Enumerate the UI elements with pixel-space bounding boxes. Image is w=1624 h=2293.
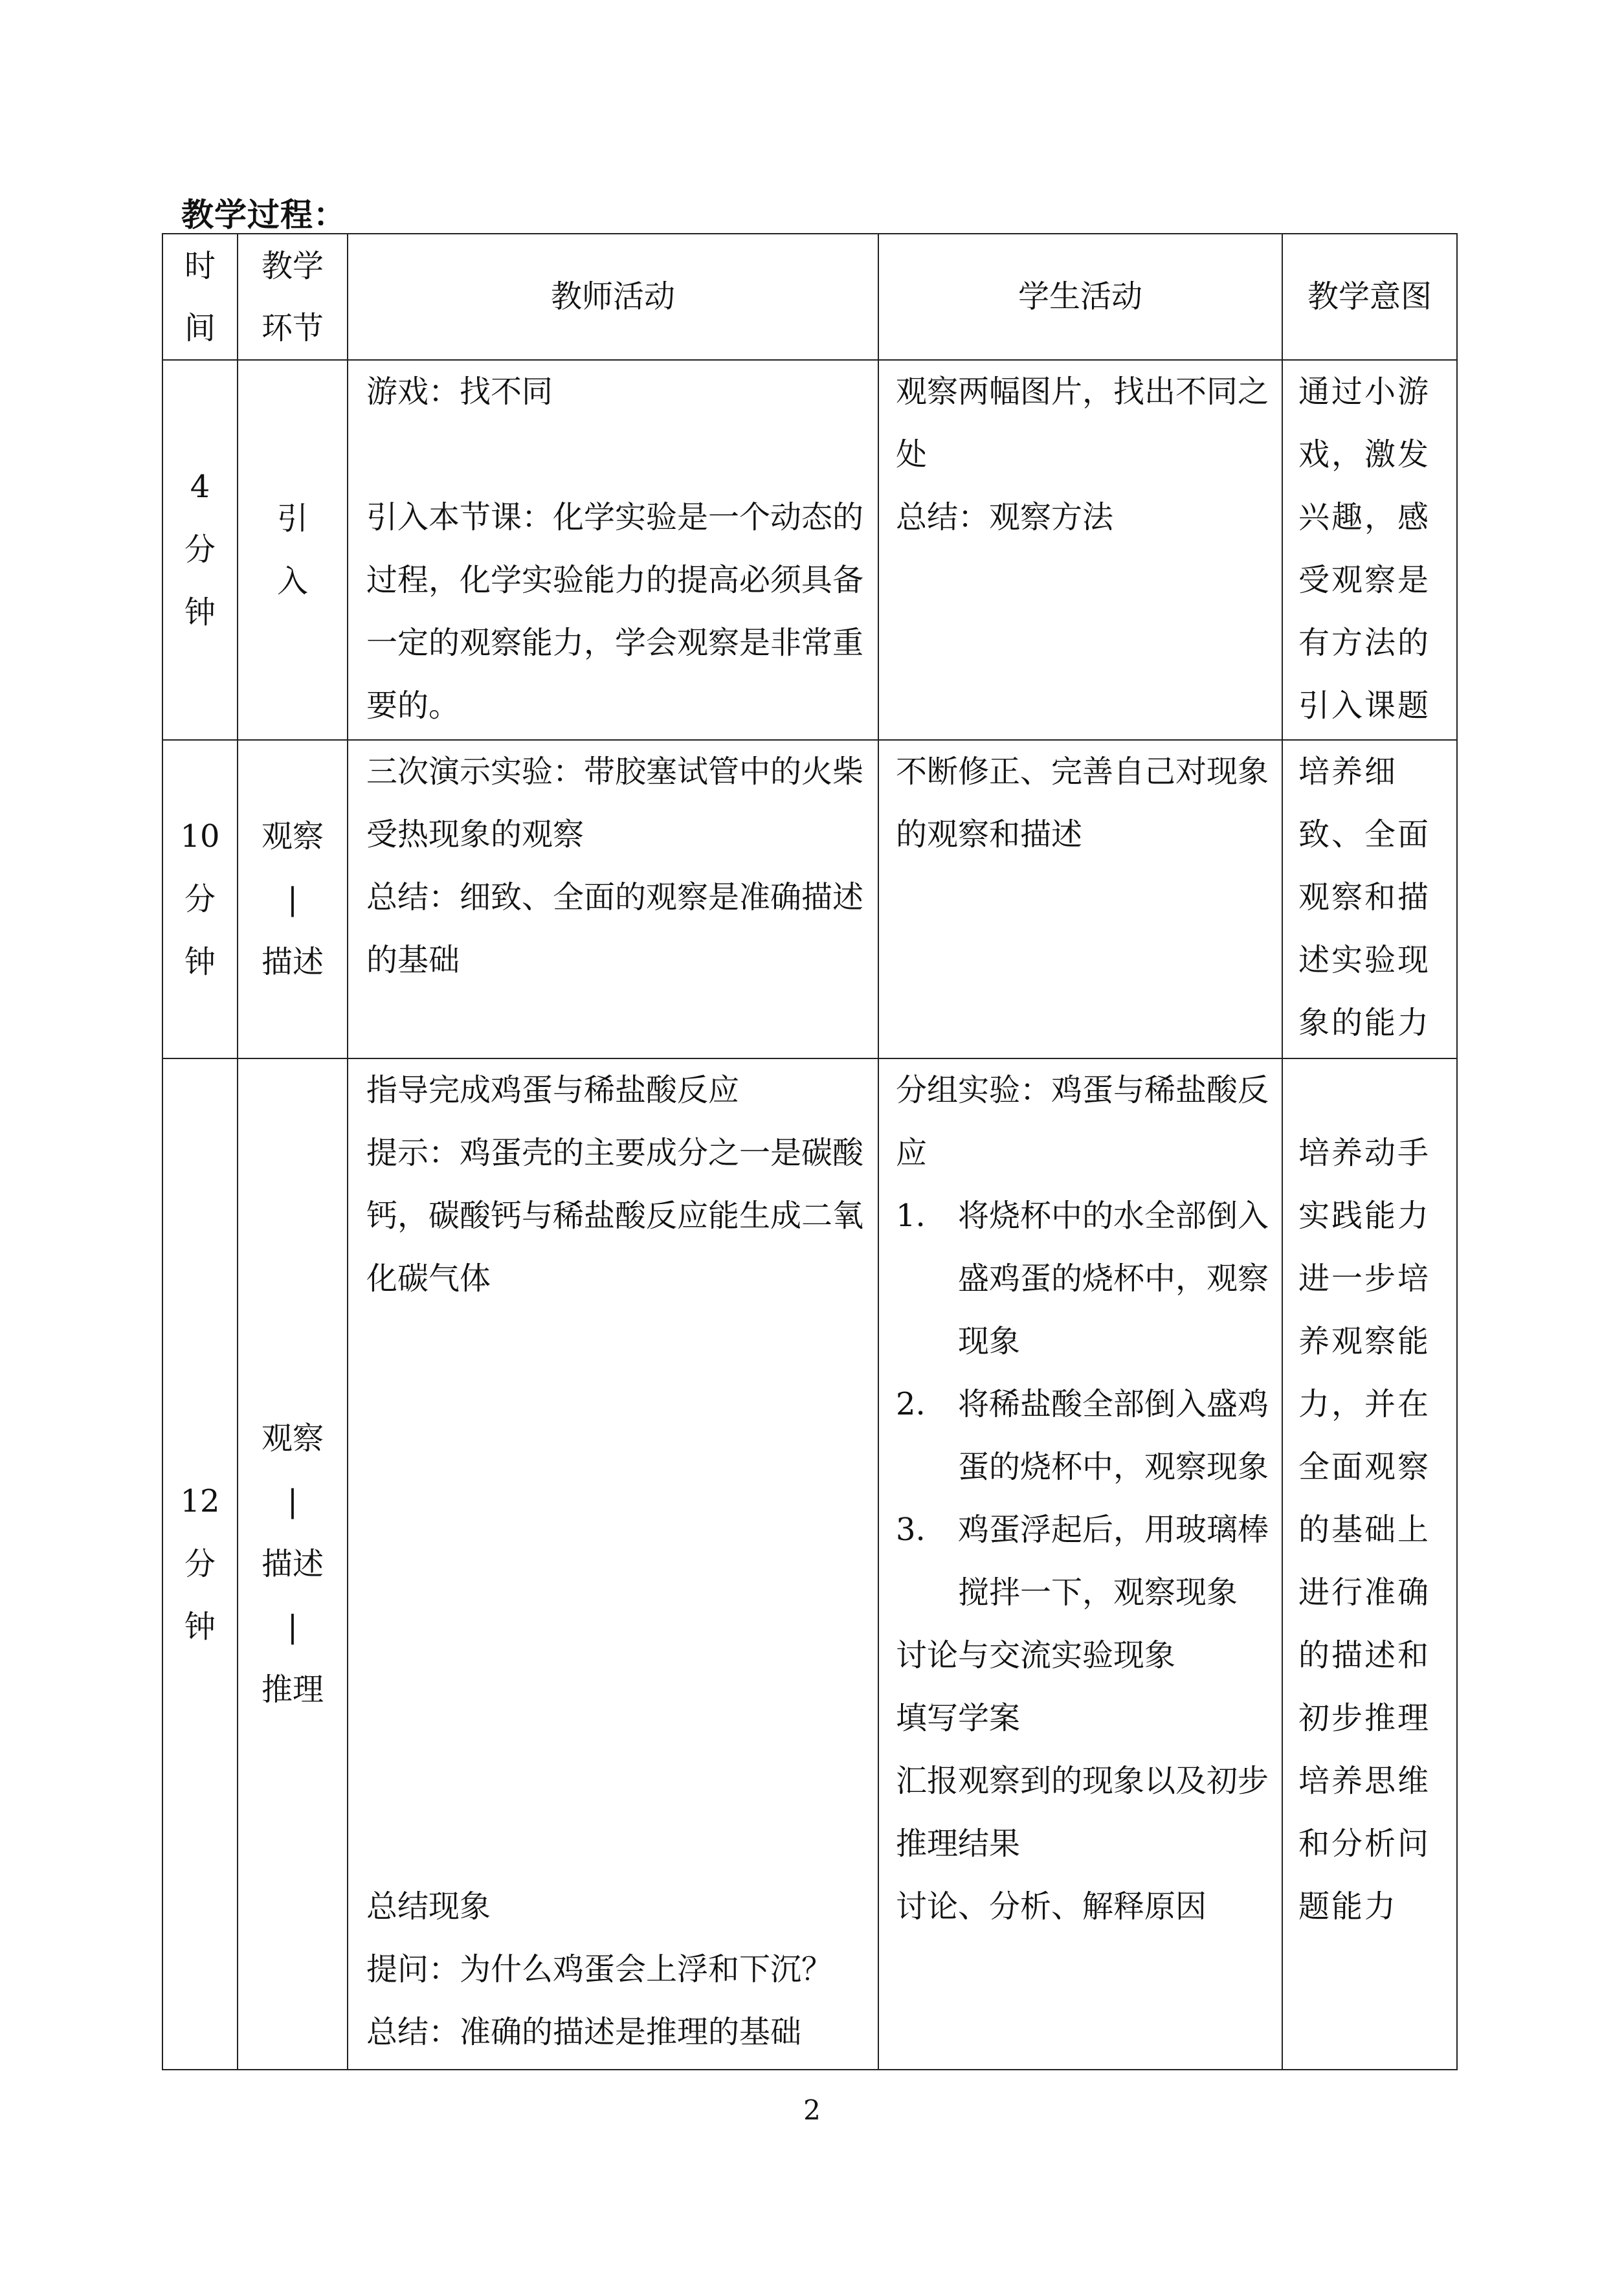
header-teacher-activity: 教师活动 bbox=[348, 234, 878, 360]
table-row bbox=[162, 740, 1457, 1058]
student-activity-cell: 分组实验：鸡蛋与稀盐酸反应 1. 将烧杯中的水全部倒入盛鸡蛋的烧杯中，观察现象 2. 将稀盐酸全部倒入盛鸡蛋的烧杯中，观察现象 3. 鸡蛋浮起后，用玻璃棒搅拌一下，观察现象 讨论与交流实验现象 填写学案 汇报观察到的现象以及初步推理结果 讨论、分析、解释原因 bbox=[878, 1058, 1282, 2070]
header-time: 时 间 bbox=[162, 234, 238, 360]
list-item: 2. 将稀盐酸全部倒入盛鸡蛋的烧杯中，观察现象 bbox=[896, 1386, 1269, 1485]
header-teaching-purpose: 教学意图 bbox=[1282, 234, 1457, 360]
stage-cell: 观察 | 描述 bbox=[238, 740, 348, 1058]
stage-cell: 观察 | 描述 | 推理 bbox=[238, 1058, 348, 2070]
time-cell: 4 分 钟 bbox=[162, 360, 238, 740]
lesson-plan-table bbox=[162, 233, 1458, 2070]
page-number: 2 bbox=[803, 2094, 821, 2126]
section-heading: 教学过程： bbox=[181, 196, 346, 234]
student-activity-cell: 不断修正、完善自己对现象的观察和描述 bbox=[878, 740, 1282, 1058]
teacher-activity-cell: 指导完成鸡蛋与稀盐酸反应 提示：鸡蛋壳的主要成分之一是碳酸钙，碳酸钙与稀盐酸反应能生成二氧化碳气体 总结现象 提问：为什么鸡蛋会上浮和下沉？ 总结：准确的描述是推理的基础 bbox=[348, 1058, 878, 2070]
table-row bbox=[162, 1058, 1457, 2070]
header-student-activity: 学生活动 bbox=[878, 234, 1282, 360]
teaching-purpose-cell: 培养动手实践能力 进一步培养观察能力，并在全面观察的基础上进行准确的描述和初步推理 培养思维和分析问题能力 bbox=[1282, 1058, 1457, 2070]
teacher-activity-cell: 三次演示实验：带胶塞试管中的火柴受热现象的观察 总结：细致、全面的观察是准确描述的基础 bbox=[348, 740, 878, 1058]
list-item: 1. 将烧杯中的水全部倒入盛鸡蛋的烧杯中，观察现象 bbox=[896, 1198, 1269, 1359]
time-cell: 12 分 钟 bbox=[162, 1058, 238, 2070]
table-header-row bbox=[162, 234, 1457, 360]
header-stage: 教学 环节 bbox=[238, 234, 348, 360]
table-row bbox=[162, 360, 1457, 740]
teaching-purpose-cell: 通过小游戏，激发兴趣，感受观察是有方法的 引入课题 bbox=[1282, 360, 1457, 740]
time-cell: 10 分 钟 bbox=[162, 740, 238, 1058]
student-activity-cell: 观察两幅图片，找出不同之处 总结：观察方法 bbox=[878, 360, 1282, 740]
teacher-activity-cell: 游戏：找不同 引入本节课：化学实验是一个动态的过程，化学实验能力的提高必须具备一定的观察能力，学会观察是非常重要的。 bbox=[348, 360, 878, 740]
teaching-purpose-cell: 培养细致、全面观察和描述实验现象的能力 bbox=[1282, 740, 1457, 1058]
stage-cell: 引 入 bbox=[238, 360, 348, 740]
list-item: 3. 鸡蛋浮起后，用玻璃棒搅拌一下，观察现象 bbox=[896, 1512, 1269, 1611]
